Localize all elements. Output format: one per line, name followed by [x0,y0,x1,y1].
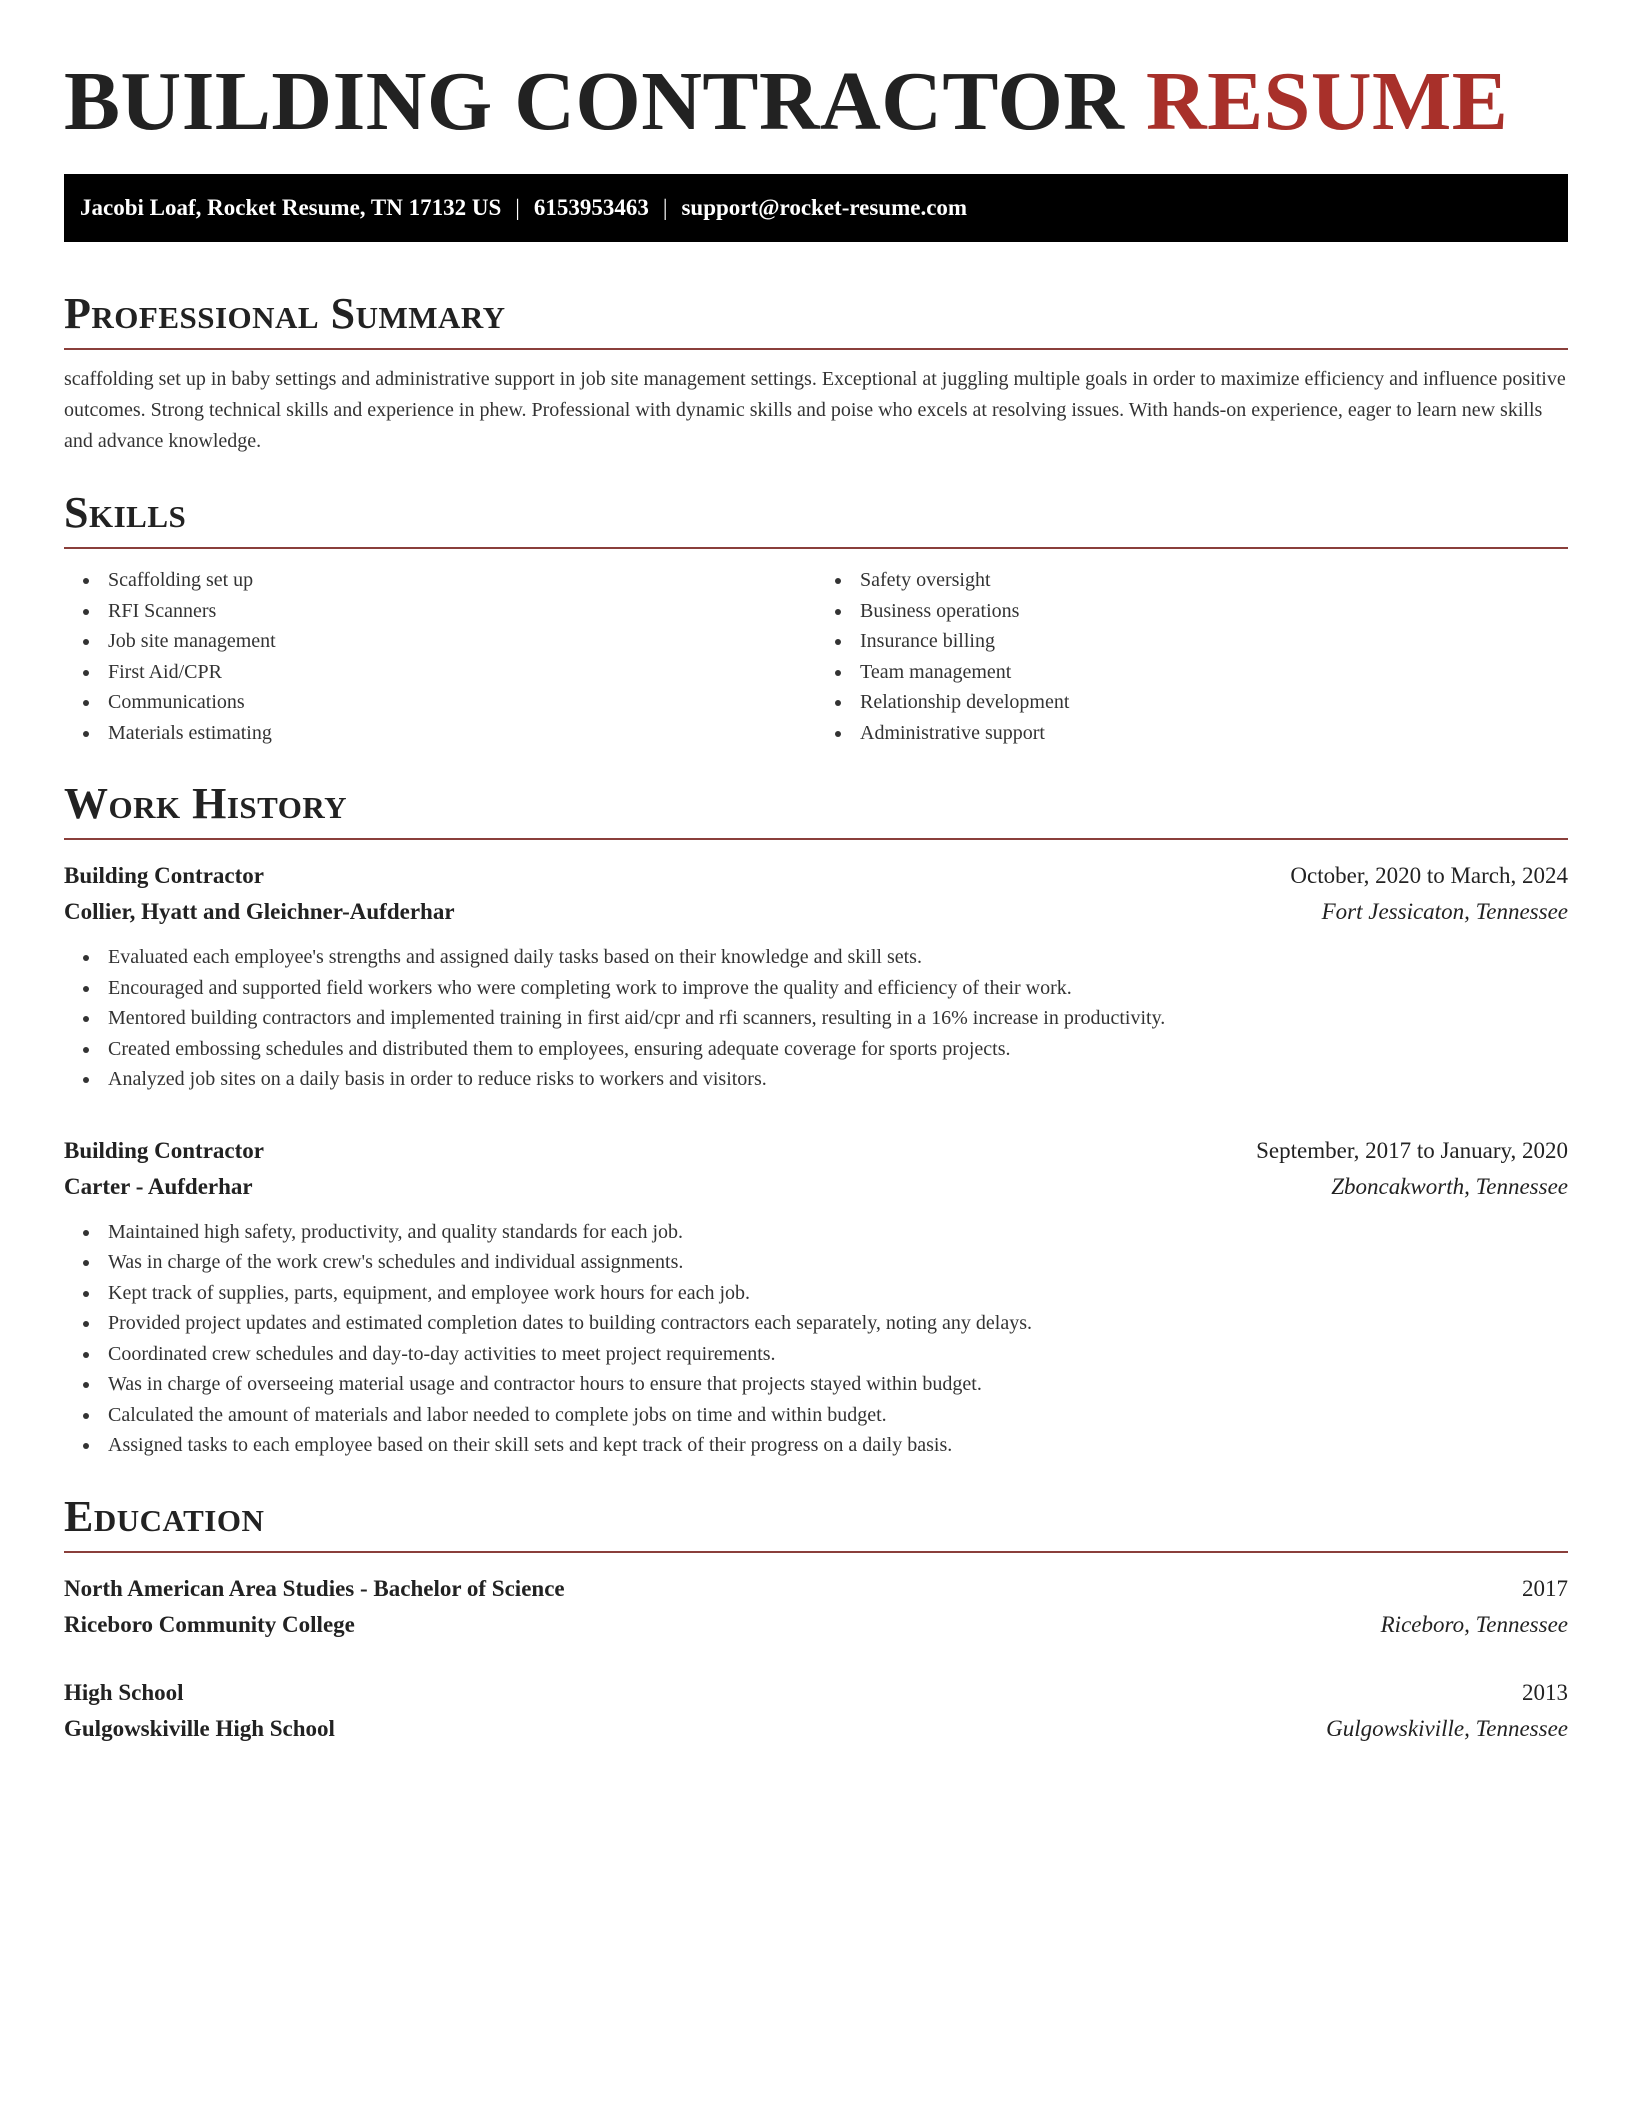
education-degree: North American Area Studies - Bachelor of Science [64,1575,565,1601]
education-entry [64,1675,1568,1747]
section-divider [64,547,1568,549]
education-school-row [64,1607,1568,1643]
contact-address: Jacobi Loaf, Rocket Resume, TN 17132 US [80,195,502,220]
job-location: Zboncakworth, Tennessee [1331,1173,1568,1199]
section-divider [64,1551,1568,1553]
skill-item: Relationship development [860,687,1568,718]
skills-column-left [64,565,816,748]
contact-bar [64,174,1568,242]
job-company-row [64,894,1568,930]
education-year: 2017 [1522,1575,1568,1601]
skill-item: Team management [860,657,1568,688]
duty-item: Evaluated each employee's strengths and assigned daily tasks based on their knowledge and skill sets. [108,942,1568,973]
contact-phone: 6153953463 [533,195,649,220]
skills-column-right [816,565,1568,748]
education-section [64,1489,1568,1747]
section-heading: Professional Summary [64,289,506,338]
duty-item: Coordinated crew schedules and day-to-day activities to meet project requirements. [108,1339,1568,1370]
job-entry [64,858,1568,1095]
skills-grid [64,565,1568,748]
duty-item: Provided project updates and estimated completion dates to building contractors each separately, noting any delays. [108,1308,1568,1339]
skill-item: Communications [108,687,816,718]
title-main: BUILDING CONTRACTOR [64,55,1125,148]
duty-item: Was in charge of the work crew's schedules and individual assignments. [108,1247,1568,1278]
skill-item: Materials estimating [108,718,816,749]
education-degree-row [64,1675,1568,1711]
section-heading: Skills [64,488,187,537]
skills-section [64,485,1568,748]
skill-item: Business operations [860,596,1568,627]
section-heading: Education [64,1491,265,1541]
job-header-row [64,858,1568,894]
section-heading: Work History [64,779,348,828]
job-title: Building Contractor [64,1137,264,1163]
contact-separator: | [515,195,520,220]
duty-item: Calculated the amount of materials and labor needed to complete jobs on time and within budget. [108,1400,1568,1431]
professional-summary-section [64,286,1568,457]
duty-item: Was in charge of overseeing material usage and contractor hours to ensure that projects stayed within budget. [108,1369,1568,1400]
education-entry [64,1571,1568,1643]
duty-item: Assigned tasks to each employee based on their skill sets and kept track of their progress on a daily basis. [108,1430,1568,1461]
section-divider [64,348,1568,350]
section-divider [64,838,1568,840]
duty-item: Encouraged and supported field workers who were completing work to improve the quality and efficiency of their work. [108,973,1568,1004]
job-entry [64,1133,1568,1461]
job-duties [64,1217,1568,1461]
education-year: 2013 [1522,1679,1568,1705]
skill-item: First Aid/CPR [108,657,816,688]
job-title: Building Contractor [64,863,264,888]
education-location: Riceboro, Tennessee [1380,1611,1568,1637]
duty-item: Kept track of supplies, parts, equipment, and employee work hours for each job. [108,1278,1568,1309]
education-school-row [64,1711,1568,1747]
education-degree-row [64,1571,1568,1607]
job-location: Fort Jessicaton, Tennessee [1321,899,1568,924]
title-accent: RESUME [1145,55,1509,148]
education-school: Gulgowskiville High School [64,1715,335,1741]
skill-item: RFI Scanners [108,596,816,627]
skill-item: Safety oversight [860,565,1568,596]
contact-email: support@rocket-resume.com [681,195,968,220]
resume-title [64,0,1568,152]
job-dates: October, 2020 to March, 2024 [1290,863,1568,888]
job-company-row [64,1169,1568,1205]
summary-text: scaffolding set up in baby settings and administrative support in job site management settings. Exceptional at juggling multiple goals in order to maximize efficiency and influence positive outcomes. Strong technical skills and experience in phew. Professional with dynamic skills and poise who excels at resolving issues. With hands-on experience, eager to learn new skills and advance knowledge. [64,368,1566,452]
duty-item: Mentored building contractors and implemented training in first aid/cpr and rfi scanners, resulting in a 16% increase in productivity. [108,1003,1568,1034]
education-degree: High School [64,1679,184,1705]
job-header-row [64,1133,1568,1169]
work-history-section [64,776,1568,1461]
skill-item: Scaffolding set up [108,565,816,596]
job-company: Collier, Hyatt and Gleichner-Aufderhar [64,899,455,924]
duty-item: Created embossing schedules and distributed them to employees, ensuring adequate coverage for sports projects. [108,1034,1568,1065]
job-duties [64,942,1568,1095]
duty-item: Analyzed job sites on a daily basis in order to reduce risks to workers and visitors. [108,1064,1568,1095]
education-location: Gulgowskiville, Tennessee [1326,1715,1568,1741]
skill-item: Administrative support [860,718,1568,749]
skill-item: Insurance billing [860,626,1568,657]
duty-item: Maintained high safety, productivity, and quality standards for each job. [108,1217,1568,1248]
job-dates: September, 2017 to January, 2020 [1256,1137,1568,1163]
contact-separator: | [662,195,668,220]
job-company: Carter - Aufderhar [64,1173,253,1199]
education-school: Riceboro Community College [64,1611,355,1637]
skill-item: Job site management [108,626,816,657]
